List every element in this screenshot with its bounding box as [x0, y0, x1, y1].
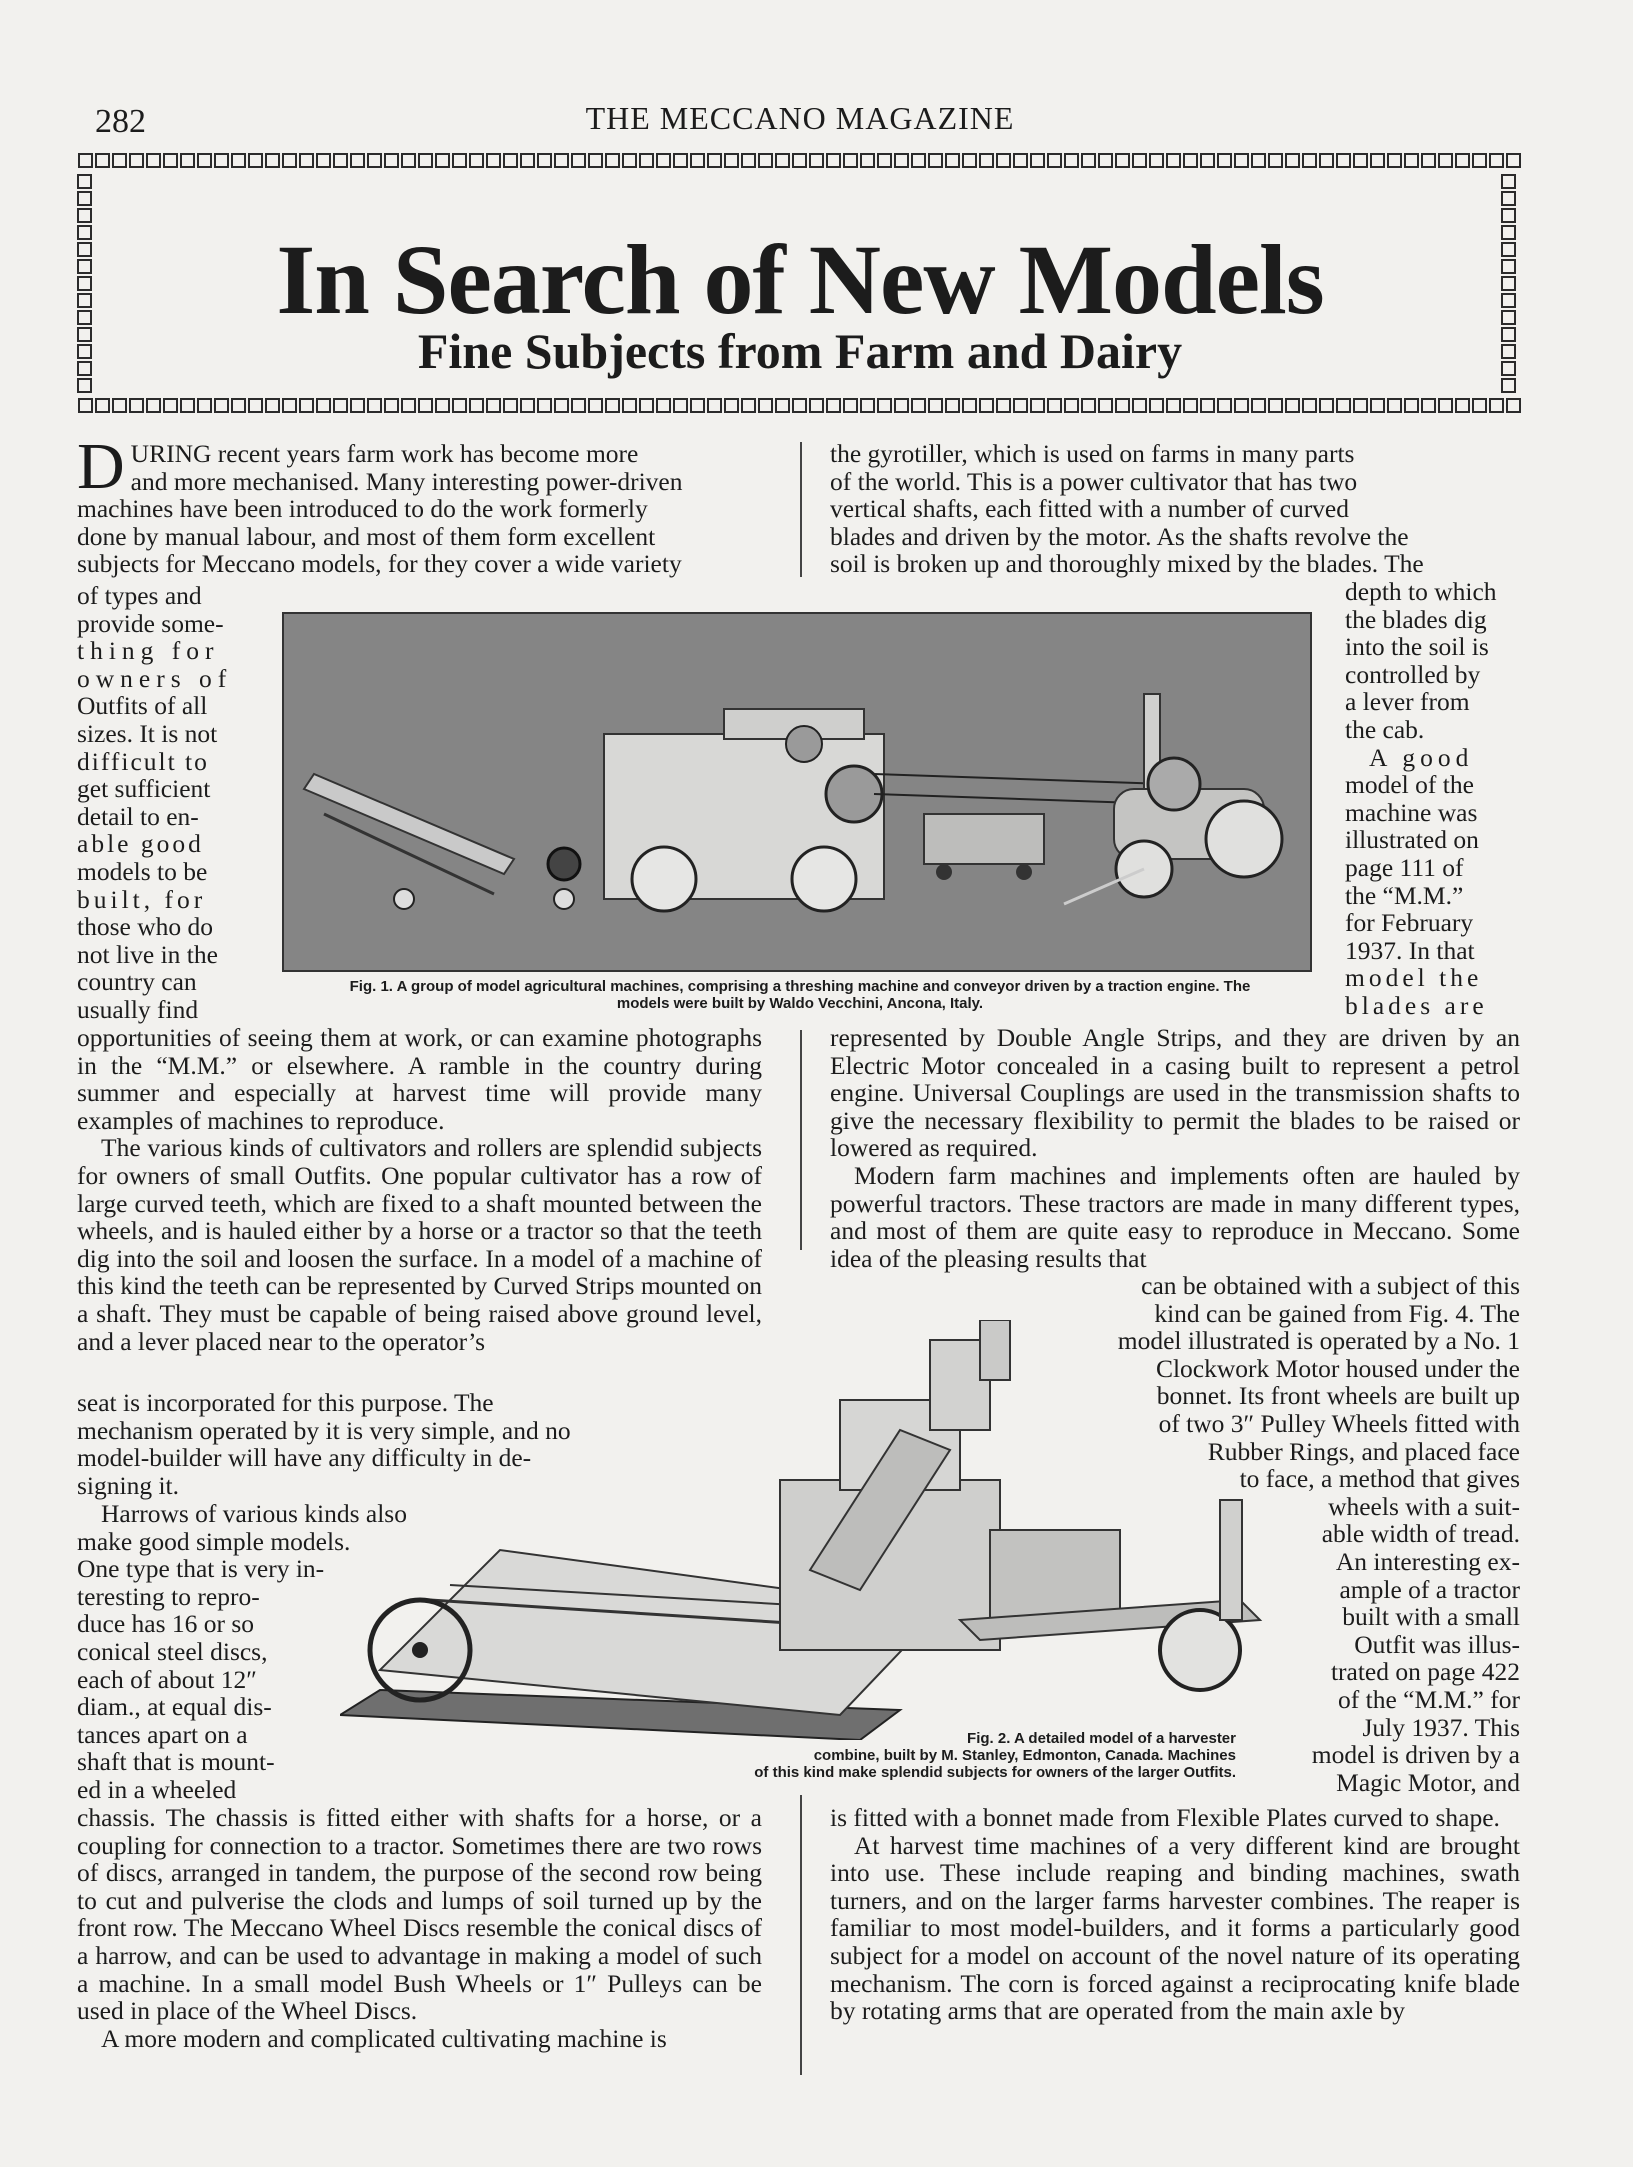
text-line: of the “M.M.” for [1338, 1684, 1520, 1714]
border-square [775, 153, 790, 168]
text-line: thing for [77, 636, 220, 666]
border-square [77, 174, 92, 189]
text-line: mechanism operated by it is very simple, and no [77, 1415, 571, 1445]
text-line: the “M.M.” [1345, 880, 1464, 910]
text-line: a lever from [1345, 687, 1470, 717]
drop-cap: D [77, 430, 125, 503]
text-line: blades are [1345, 990, 1488, 1020]
border-square [1387, 398, 1402, 413]
caption-line: of this kind make splendid subjects for owners of the larger Outfits. [754, 1764, 1236, 1781]
border-square [299, 398, 314, 413]
border-square [1370, 153, 1385, 168]
article-title: In Search of New Models [276, 224, 1324, 335]
left-column-top [77, 430, 762, 579]
text-line: A more modern and complicated cultivating machine is [101, 2023, 667, 2053]
text-line: can be obtained with a subject of this [1141, 1271, 1520, 1300]
text-line: done by manual labour, and most of them form excellent [77, 521, 656, 551]
border-square [77, 191, 92, 206]
text-line: vertical shafts, each fitted with a number of curved [830, 494, 1350, 524]
text-line: URING recent years farm work has become more [130, 439, 639, 468]
border-square [1353, 398, 1368, 413]
border-square [367, 153, 382, 168]
text-line: ample of a tractor [1339, 1574, 1520, 1604]
border-square [1387, 153, 1402, 168]
border-square [1064, 153, 1079, 168]
text-line: model is driven by a [1311, 1740, 1520, 1770]
border-square [945, 398, 960, 413]
text-line: One type that is very in- [77, 1554, 325, 1584]
text-line: each of about 12″ [77, 1664, 257, 1694]
border-square [843, 153, 858, 168]
border-square [1438, 153, 1453, 168]
border-square [1421, 153, 1436, 168]
border-square [1166, 153, 1181, 168]
border-square [112, 398, 127, 413]
border-square [809, 153, 824, 168]
border-square [265, 153, 280, 168]
border-square [1030, 153, 1045, 168]
harvester-combine-illustration [340, 1320, 1300, 1740]
border-square [860, 153, 875, 168]
text-line: Magic Motor, and [1336, 1767, 1520, 1797]
caption-line: Fig. 2. A detailed model of a harvester [967, 1730, 1236, 1747]
left-column-middle [77, 1024, 762, 1355]
text-line: and more mechanised. Many interesting power-driven [130, 466, 683, 496]
border-square [1421, 398, 1436, 413]
border-square [248, 398, 263, 413]
border-square [163, 153, 178, 168]
border-square [520, 398, 535, 413]
text-line: duce has 16 or so [77, 1609, 255, 1639]
border-square [809, 398, 824, 413]
border-square [1506, 153, 1521, 168]
border-square [282, 153, 297, 168]
border-square [877, 398, 892, 413]
border-square [554, 398, 569, 413]
border-square [503, 398, 518, 413]
left-column-bottom [77, 1804, 762, 2052]
border-square [1047, 153, 1062, 168]
text-line: of two 3″ Pulley Wheels fitted with [1158, 1408, 1520, 1438]
border-square [690, 398, 705, 413]
right-column-narrow [1345, 578, 1520, 1020]
border-square [1251, 153, 1266, 168]
text-line: for February [1345, 908, 1474, 938]
border-square [741, 398, 756, 413]
border-square [197, 398, 212, 413]
border-square [792, 153, 807, 168]
border-square [418, 153, 433, 168]
border-square [503, 153, 518, 168]
text-line: seat is incorporated for this purpose. The [77, 1388, 494, 1417]
border-square [673, 398, 688, 413]
border-square [1489, 398, 1504, 413]
border-square [673, 153, 688, 168]
ornamental-border-top [77, 153, 1521, 173]
border-square [1200, 153, 1215, 168]
border-square [1472, 153, 1487, 168]
text-line: the gyrotiller, which is used on farms in many parts [830, 439, 1355, 468]
border-square [1132, 153, 1147, 168]
border-square [129, 153, 144, 168]
border-square [77, 378, 92, 393]
text-line: the blades dig [1345, 604, 1487, 634]
border-square [1013, 398, 1028, 413]
border-square [1166, 398, 1181, 413]
border-square [350, 153, 365, 168]
border-square [180, 398, 195, 413]
border-square [1268, 398, 1283, 413]
border-square [1013, 153, 1028, 168]
text-line: July 1937. This [1362, 1712, 1520, 1742]
border-square [571, 398, 586, 413]
border-square [1132, 398, 1147, 413]
border-square [1047, 398, 1062, 413]
text-line: shaft that is mount- [77, 1747, 275, 1777]
border-square [1501, 191, 1516, 206]
border-square [605, 153, 620, 168]
border-square [486, 398, 501, 413]
text-line: of types and [77, 581, 202, 610]
border-square [231, 153, 246, 168]
border-square [1081, 153, 1096, 168]
border-square [588, 153, 603, 168]
border-square [979, 153, 994, 168]
border-square [1149, 398, 1164, 413]
caption-line: Fig. 1. A group of model agricultural machines, comprising a threshing machine and conveyor driven by a traction engine. The [349, 978, 1251, 995]
border-square [520, 153, 535, 168]
text-line: usually find [77, 994, 199, 1024]
border-square [146, 153, 161, 168]
border-square [1489, 153, 1504, 168]
border-square [77, 208, 92, 223]
border-square [299, 153, 314, 168]
border-square [911, 398, 926, 413]
paragraph: is fitted with a bonnet made from Flexible Plates curved to shape. [830, 1803, 1500, 1832]
border-square [265, 398, 280, 413]
figure-1-caption [270, 978, 1330, 1012]
text-line: able width of tread. [1321, 1519, 1520, 1549]
border-square [316, 398, 331, 413]
border-square [469, 398, 484, 413]
text-line: model-builder will have any difficulty in de- [77, 1443, 532, 1473]
border-square [401, 153, 416, 168]
border-square [1501, 174, 1516, 189]
border-square [792, 398, 807, 413]
text-line: bonnet. Its front wheels are built up [1156, 1381, 1520, 1411]
border-square [163, 398, 178, 413]
border-square [214, 398, 229, 413]
border-square [1404, 153, 1419, 168]
column-rule-middle [800, 1030, 802, 1250]
border-square [418, 398, 433, 413]
border-square [282, 398, 297, 413]
border-square [435, 398, 450, 413]
border-square [775, 398, 790, 413]
figure-2-photo [340, 1320, 1300, 1740]
text-line: built, for [77, 884, 207, 914]
border-square [724, 398, 739, 413]
border-square [1353, 153, 1368, 168]
text-line: provide some- [77, 608, 224, 638]
paragraph: The various kinds of cultivators and rollers are splendid subjects for owners of small Outfits. One popular cultivator has a row of large curved teeth, which are fixed to a shaft mounted between the wheels, and is hauled either by a horse or a tractor so that the teeth dig into the soil and loosen the surface. In a model of a machine of this kind the teeth can be represented by Curved Strips mounted on a shaft. They must be capable of being raised above ground level, and a lever placed near to the operator’s [77, 1133, 762, 1356]
border-square [1336, 153, 1351, 168]
border-square [1098, 153, 1113, 168]
text-line: difficult to [77, 746, 209, 776]
text-line: the cab. [1345, 714, 1425, 744]
border-square [843, 398, 858, 413]
border-square [707, 153, 722, 168]
border-square [1081, 398, 1096, 413]
border-square [129, 398, 144, 413]
text-line: tances apart on a [77, 1719, 248, 1749]
border-square [333, 398, 348, 413]
text-line: model the [1345, 963, 1483, 993]
border-square [367, 398, 382, 413]
border-square [945, 153, 960, 168]
text-line: able good [77, 829, 204, 859]
border-square [1115, 398, 1130, 413]
border-square [333, 153, 348, 168]
text-line: Harrows of various kinds also [101, 1499, 407, 1528]
text-line: 1937. In that [1345, 935, 1475, 965]
text-line: of the world. This is a power cultivator that has two [830, 466, 1358, 496]
text-line: Outfits of all [77, 691, 208, 721]
text-line: diam., at equal dis- [77, 1692, 272, 1722]
caption-line: combine, built by M. Stanley, Edmonton, Canada. Machines [813, 1747, 1236, 1764]
column-rule-top [800, 442, 802, 577]
border-square [1455, 398, 1470, 413]
border-square [486, 153, 501, 168]
left-column-narrow [77, 582, 249, 1024]
text-line: teresting to repro- [77, 1581, 260, 1611]
border-square [350, 398, 365, 413]
border-square [1438, 398, 1453, 413]
article-subtitle: Fine Subjects from Farm and Dairy [417, 323, 1183, 379]
figure-2-caption [560, 1730, 1236, 1781]
border-square [469, 153, 484, 168]
border-square [316, 153, 331, 168]
border-square [860, 398, 875, 413]
border-square [1285, 398, 1300, 413]
border-square [146, 398, 161, 413]
border-square [1234, 153, 1249, 168]
border-square [1200, 398, 1215, 413]
text-line: page 111 of [1345, 852, 1464, 882]
border-square [1455, 153, 1470, 168]
border-square [758, 398, 773, 413]
border-square [180, 153, 195, 168]
border-square [894, 398, 909, 413]
text-line: A good [1369, 742, 1474, 772]
border-square [690, 153, 705, 168]
threshing-machine-illustration [284, 614, 1310, 970]
border-square [214, 153, 229, 168]
text-line: models to be [77, 856, 208, 886]
border-square [1506, 398, 1521, 413]
text-line: model of the [1345, 770, 1474, 800]
border-square [1302, 153, 1317, 168]
text-line: country can [77, 967, 197, 997]
border-square [1319, 398, 1334, 413]
text-line: signing it. [77, 1470, 180, 1500]
border-square [231, 398, 246, 413]
border-square [1268, 153, 1283, 168]
border-square [588, 398, 603, 413]
border-square [639, 153, 654, 168]
text-line: wheels with a suit- [1328, 1491, 1520, 1521]
text-line: soil is broken up and thoroughly mixed by the blades. The [830, 549, 1424, 579]
text-line: Clockwork Motor housed under the [1155, 1353, 1520, 1383]
border-square [452, 398, 467, 413]
paragraph: represented by Double Angle Strips, and they are driven by an Electric Motor concealed in a casing built to represent a petrol engine. Universal Couplings are used in the transmission shafts to give the necessary flexibility to permit the blades to be raised or lowered as required. [830, 1023, 1520, 1163]
border-square [1217, 398, 1232, 413]
paragraph: chassis. The chassis is fitted either with shafts for a horse, or a coupling for connection to a tractor. Sometimes there are two rows of discs, arranged in tandem, the purpose of the second row being to cut and pulverise the clods and lumps of soil turned up by the front row. The Meccano Wheel Discs resemble the conical discs of a harrow, and can be used to advantage in making a model of such a machine. In a small model Bush Wheels or 1″ Pulleys can be used in place of the Wheel Discs. [77, 1803, 762, 2026]
border-square [1319, 153, 1334, 168]
text-line: not live in the [77, 939, 218, 969]
border-square [1149, 153, 1164, 168]
border-square [1217, 153, 1232, 168]
border-square [996, 153, 1011, 168]
text-line: make good simple models. [77, 1526, 351, 1556]
text-line: machines have been introduced to do the work formerly [77, 494, 648, 524]
text-line: built with a small [1342, 1602, 1520, 1632]
paragraph: At harvest time machines of a very different kind are brought into use. These include reaping and binding machines, swath turners, and on the larger farms harvester combines. The reaper is familiar to most model-builders, and it forms a particularly good subject for a model on account of the novel nature of its operating mechanism. The corn is forced against a reciprocating knife blade by rotating arms that are operated from the main axle by [830, 1830, 1520, 2026]
text-line: subjects for Meccano models, for they cover a wide variety [77, 549, 682, 579]
text-line: trated on page 422 [1330, 1657, 1520, 1687]
border-square [894, 153, 909, 168]
text-line: to face, a method that gives [1239, 1464, 1520, 1494]
right-column-bottom [830, 1804, 1520, 2025]
border-square [1183, 153, 1198, 168]
border-square [384, 153, 399, 168]
text-line: controlled by [1345, 659, 1481, 689]
text-line: conical steel discs, [77, 1636, 268, 1666]
text-line: detail to en- [77, 801, 199, 831]
border-square [1472, 398, 1487, 413]
caption-line: models were built by Waldo Vecchini, Ancona, Italy. [616, 995, 984, 1012]
border-square [758, 153, 773, 168]
border-square [537, 153, 552, 168]
border-square [979, 398, 994, 413]
text-line: into the soil is [1345, 632, 1489, 662]
border-square [656, 398, 671, 413]
border-square [928, 153, 943, 168]
border-square [197, 153, 212, 168]
border-square [1183, 398, 1198, 413]
column-rule-bottom [800, 1795, 802, 2075]
border-square [622, 153, 637, 168]
text-line: ed in a wheeled [77, 1774, 237, 1804]
border-square [1336, 398, 1351, 413]
text-line: illustrated on [1345, 825, 1479, 855]
border-square [962, 398, 977, 413]
border-square [656, 153, 671, 168]
border-square [401, 398, 416, 413]
border-square [384, 398, 399, 413]
border-square [605, 398, 620, 413]
border-square [826, 153, 841, 168]
border-square [1251, 398, 1266, 413]
border-square [877, 153, 892, 168]
border-square [826, 398, 841, 413]
border-square [741, 153, 756, 168]
text-line: machine was [1345, 797, 1478, 827]
text-line: An interesting ex- [1335, 1546, 1520, 1576]
border-square [911, 153, 926, 168]
paragraph: Modern farm machines and implements often are hauled by powerful tractors. These tractors are made in many different types, and most of them are quite easy to reproduce in Meccano. Some idea of the pleasing results that [830, 1160, 1520, 1273]
text-line: get sufficient [77, 774, 211, 804]
border-square [1501, 378, 1516, 393]
border-square [95, 153, 110, 168]
border-square [78, 153, 93, 168]
border-square [95, 398, 110, 413]
border-square [962, 153, 977, 168]
text-line: depth to which [1345, 577, 1497, 606]
figure-1-photo [282, 612, 1312, 972]
border-square [1285, 153, 1300, 168]
border-square [622, 398, 637, 413]
text-line: kind can be gained from Fig. 4. The [1154, 1298, 1520, 1328]
border-square [1302, 398, 1317, 413]
right-column-top [830, 440, 1520, 578]
border-square [554, 153, 569, 168]
border-square [1098, 398, 1113, 413]
border-square [452, 153, 467, 168]
border-square [78, 398, 93, 413]
text-line: those who do [77, 912, 213, 942]
border-square [639, 398, 654, 413]
paragraph: opportunities of seeing them at work, or can examine photographs in the “M.M.” or elsewhere. A ramble in the country during summer and especially at harvest time will provide many examples of machines to reproduce. [77, 1023, 762, 1135]
border-square [571, 153, 586, 168]
border-square [707, 398, 722, 413]
border-square [1064, 398, 1079, 413]
text-line: Outfit was illus- [1354, 1629, 1520, 1659]
border-square [435, 153, 450, 168]
running-head: THE MECCANO MAGAZINE [585, 100, 1015, 136]
page-number: 282 [95, 103, 146, 140]
text-line: owners of [77, 663, 233, 693]
border-square [1404, 398, 1419, 413]
border-square [1234, 398, 1249, 413]
ornamental-border-bottom [77, 398, 1521, 418]
text-line: model illustrated is operated by a No. 1 [1117, 1326, 1520, 1356]
text-line: blades and driven by the motor. As the shafts revolve the [830, 521, 1409, 551]
border-square [1030, 398, 1045, 413]
text-line: sizes. It is not [77, 718, 218, 748]
border-square [1370, 398, 1385, 413]
border-square [248, 153, 263, 168]
border-square [996, 398, 1011, 413]
border-square [724, 153, 739, 168]
border-square [1115, 153, 1130, 168]
text-line: Rubber Rings, and placed face [1207, 1436, 1520, 1466]
border-square [928, 398, 943, 413]
border-square [1501, 208, 1516, 223]
border-square [537, 398, 552, 413]
border-square [112, 153, 127, 168]
right-column-middle [830, 1024, 1520, 1272]
